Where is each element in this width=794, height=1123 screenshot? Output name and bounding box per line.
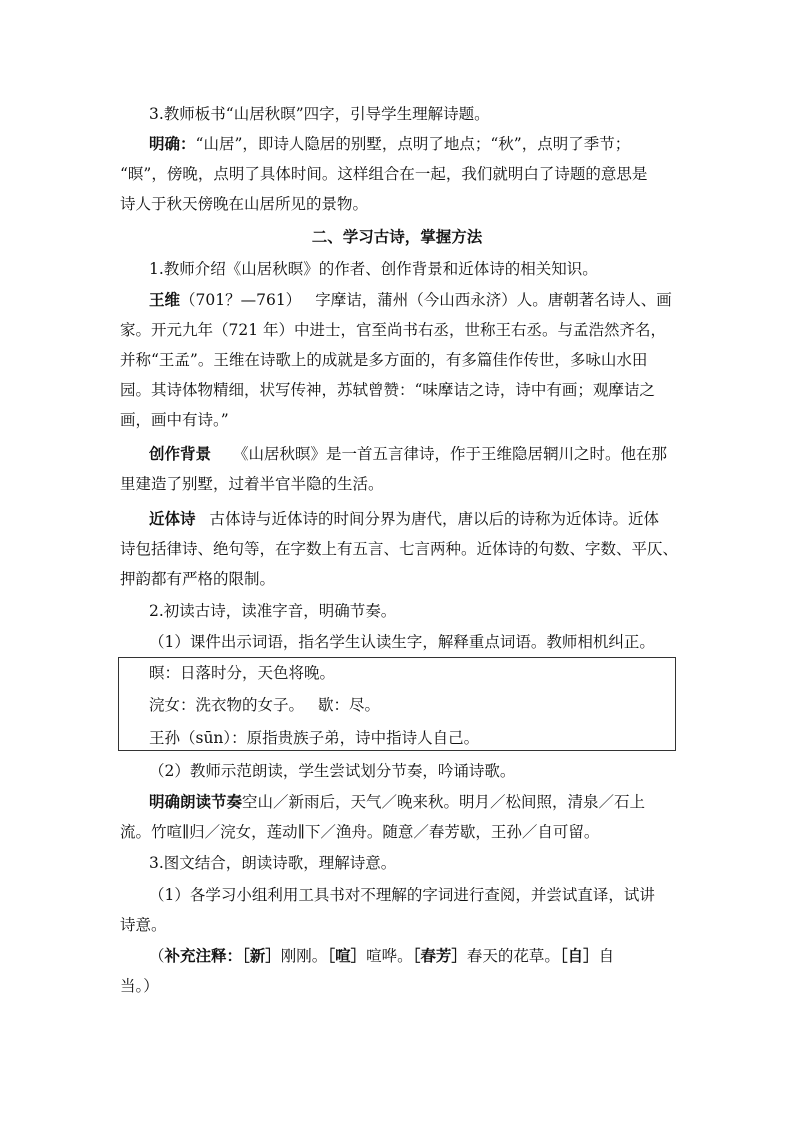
note-key-zi: ［自］: [559, 946, 599, 965]
clarify-text-1: “山居”，即诗人隐居的别墅，点明了地点；“秋”，点明了季节；: [195, 135, 631, 153]
background-label: 创作背景: [149, 444, 212, 463]
notes-line-2: 当。）: [120, 977, 159, 995]
vocab-line-2: [149, 694, 380, 716]
notes-open: （: [149, 947, 165, 965]
clarify-line-1: [149, 133, 630, 155]
note-key-chunfang: ［春芳］: [412, 946, 467, 965]
rhythm-line-1: [149, 791, 645, 813]
clarify-label: 明确：: [149, 134, 196, 153]
background-line-2: 里建造了别墅，过着半官半隐的生活。: [120, 475, 384, 493]
author-line-5: 画，画中有诗。”: [120, 411, 229, 429]
author-line-1: [149, 289, 672, 311]
step-3-sub-1-line-2: 诗意。: [120, 916, 167, 934]
vocab-item-xie: 歇：尽。: [318, 696, 381, 714]
note-val-zi: 自: [598, 947, 615, 965]
jinti-line-2: 诗包括律诗、绝句等，在字数上有五言、七言两种。近体诗的句数、字数、平仄、: [120, 540, 679, 558]
vocab-line-3: 王孙（sūn）：原指贵族子弟，诗中指诗人自己。: [149, 729, 480, 747]
author-text-1: 字摩诘，蒲州（今山西永济）人。唐朝著名诗人、画: [315, 291, 672, 309]
jinti-text-1: 古体诗与近体诗的时间分界为唐代，唐以后的诗称为近体诗。近体: [209, 510, 660, 528]
jinti-line-1: [149, 508, 659, 530]
author-line-2: 家。开元九年（721 年）中进士，官至尚书右丞，世称王右丞。与孟浩然齐名，: [120, 321, 667, 339]
background-text-1: 《山居秋暝》是一首五言律诗，作于王维隐居辋川之时。他在那: [233, 445, 668, 463]
author-label: 王维: [149, 290, 181, 309]
step-1-intro: 1.教师介绍《山居秋暝》的作者、创作背景和近体诗的相关知识。: [149, 260, 598, 278]
step-2-sub-1: （1）课件出示词语，指名学生认读生字，解释重点词语。教师相机纠正。: [149, 633, 655, 651]
background-line-1: [149, 443, 667, 465]
step-3-illustrate: 3.图文结合，朗读诗歌，理解诗意。: [149, 854, 397, 872]
author-dates: （701？—761）: [180, 291, 302, 309]
author-line-4: 园。其诗体物精细，状写传神，苏轼曾赞：“味摩诘之诗，诗中有画；观摩诘之: [120, 381, 655, 399]
note-val-xuan: 喧哗。: [366, 947, 413, 965]
note-key-xuan: ［喧］: [327, 946, 367, 965]
note-val-xin: 刚刚。: [280, 947, 328, 965]
clarify-line-3: 诗人于秋天傍晚在山居所见的景物。: [120, 195, 369, 213]
vocab-line-1: 暝：日落时分，天色将晚。: [149, 664, 336, 682]
vocab-item-huannv: 浣女：洗衣物的女子。: [149, 696, 305, 714]
step-2-read: 2.初读古诗，读准字音，明确节奏。: [149, 602, 397, 620]
note-val-chunfang: 春天的花草。: [466, 947, 560, 965]
step-2-sub-2: （2）教师示范朗读，学生尝试划分节奏，吟诵诗歌。: [149, 762, 516, 780]
section-heading: 二、学习古诗，掌握方法: [311, 227, 483, 246]
step-3-blackboard: 3.教师板书“山居秋暝”四字，引导学生理解诗题。: [149, 105, 490, 123]
step-3-sub-1-line-1: （1）各学习小组利用工具书对不理解的字词进行查阅，并尝试直译，试讲: [149, 886, 655, 904]
note-key-xin: ［新］: [242, 946, 281, 965]
jinti-label: 近体诗: [149, 509, 196, 528]
clarify-line-2: “暝”，傍晚，点明了具体时间。这样组合在一起，我们就明白了诗题的意思是: [120, 165, 648, 183]
notes-line-1: [149, 945, 614, 967]
author-line-3: 并称“王孟”。王维在诗歌上的成就是多方面的，有多篇佳作传世，多咏山水田: [120, 351, 648, 369]
jinti-line-3: 押韵都有严格的限制。: [120, 570, 276, 588]
rhythm-label: 明确朗读节奏: [149, 792, 243, 811]
rhythm-text-1: 空山／新雨后，天气／晚来秋。明月／松间照，清泉／石上: [242, 793, 646, 811]
notes-label: 补充注释：: [164, 946, 243, 965]
rhythm-line-2: 流。竹喧∥归／浣女，莲动∥下／渔舟。随意／春芳歇，王孙／自可留。: [120, 823, 600, 841]
